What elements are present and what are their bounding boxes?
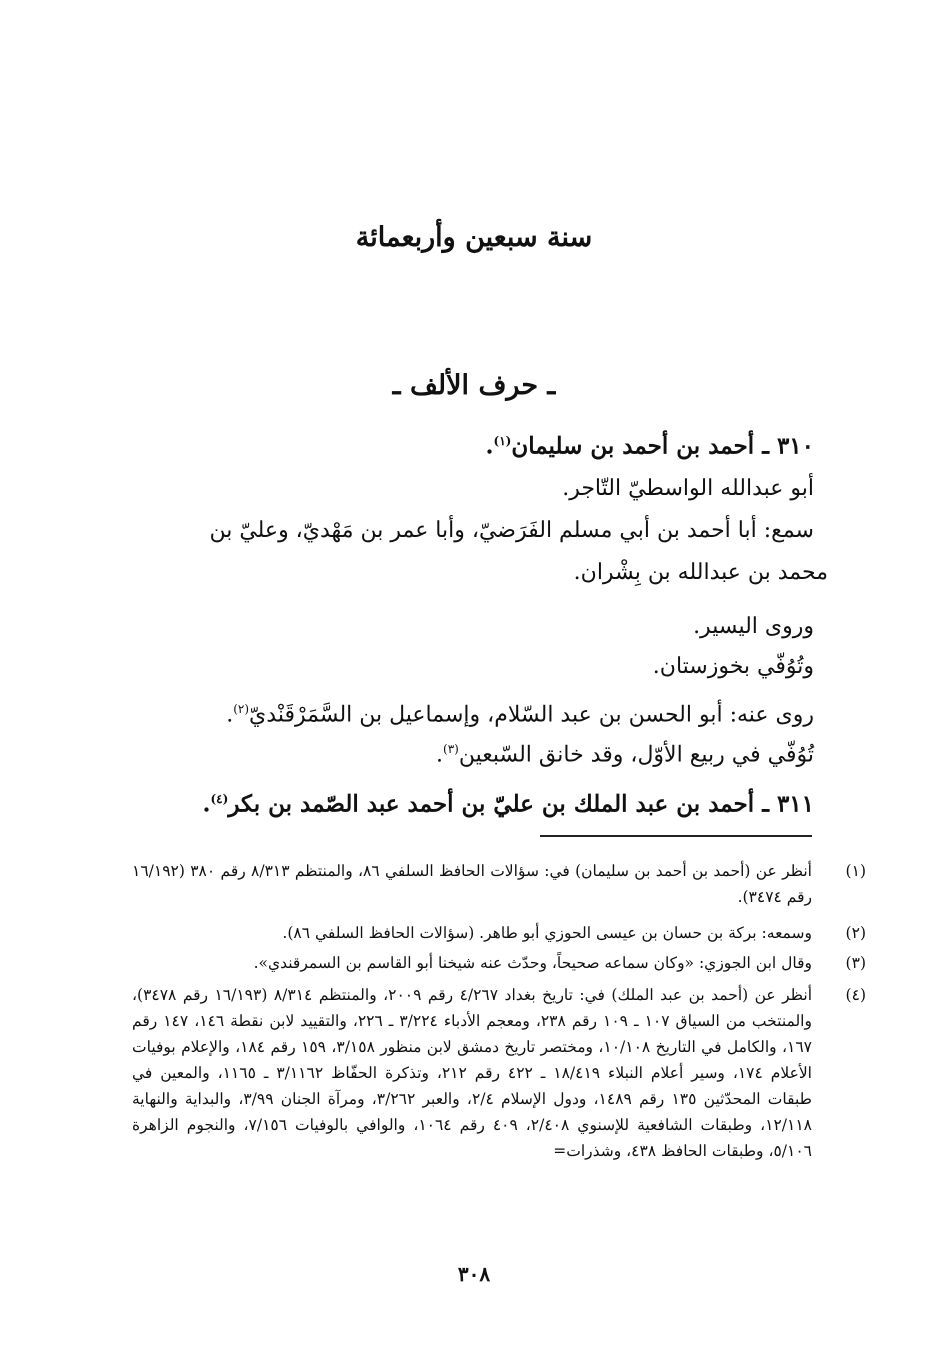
footnote-2-text: وسمعه: بركة بن حسان بن عيسى الحوزي أبو طاهر. (سؤالات الحافظ السلفي ٨٦). bbox=[282, 924, 812, 942]
footnote-2 bbox=[132, 920, 866, 946]
footnote-4-number: (٤) bbox=[845, 986, 866, 1004]
entry-310-number: ٣١٠ ـ bbox=[762, 432, 814, 460]
entry-311-end: . bbox=[202, 790, 211, 818]
subsection-title: ـ حرف الألف ـ bbox=[392, 370, 556, 401]
footnote-3-text: وقال ابن الجوزي: «وكان سماعه صحيحاً، وحدّث عنه شيخنا أبو القاسم بن السمرقندي». bbox=[253, 954, 812, 972]
footnote-divider bbox=[540, 835, 812, 837]
entry-310-narrated: وروى اليسير. bbox=[693, 614, 814, 639]
entry-310-heading bbox=[114, 424, 814, 464]
footnote-ref-2[interactable]: (٢) bbox=[233, 702, 250, 716]
entry-311-name: أحمد بن عبد الملك بن عليّ بن أحمد عبد الصّمد بن بكر bbox=[228, 790, 755, 818]
section-title: سنة سبعين وأربعمائة bbox=[355, 222, 593, 253]
footnote-1-text: أنظر عن (أحمد بن أحمد بن سليمان) في: سؤالات الحافظ السلفي ٨٦، والمنتظم ٨/٣١٣ رقم ٣٨٠ (١٦/١٩٢ رقم ٣٤٧٤). bbox=[132, 862, 812, 906]
page-number: ٣٠٨ bbox=[457, 1262, 491, 1286]
footnote-4 bbox=[132, 982, 866, 1164]
footnote-ref-3[interactable]: (٣) bbox=[443, 742, 459, 756]
entry-310-kunya: أبو عبدالله الواسطيّ التّاجر. bbox=[562, 476, 814, 501]
entry-310-narrators bbox=[114, 692, 814, 732]
entry-310-name: أحمد بن أحمد بن سليمان bbox=[511, 432, 755, 460]
entry-310-death-date-text: تُوُفّي في ربيع الأوّل، وقد خانق السّبعين bbox=[458, 742, 814, 768]
footnote-4-text: أنظر عن (أحمد بن عبد الملك) في: تاريخ بغداد ٤/٢٦٧ رقم ٢٠٠٩، والمنتظم ٨/٣١٤ (١٦/١٩٣ رقم ٣٤٧٨)، والمنتخب من السياق ١٠٧ ـ ١٠٩ رقم ٢٣٨، ومعجم الأدباء ٣/٢٢٤ ـ ٢٢٦، والتقييد لابن نقطة ١٤٦، ١٤٧ رقم ١٦٧، والكامل في التاريخ ١٠/١٠٨، ومختصر تاريخ دمشق لابن منظور ٣/١٥٨، ١٥٩ رقم ١٨٤، والإعلام بوفيات الأعلام ١٧٤، وسير أعلام النبلاء ١٨/٤١٩ ـ ٤٢٢ رقم ٢١٢، وتذكرة الحفّاظ ٣/١١٦٢ ـ ١١٦٥، والمعين في طبقات المحدّثين ١٣٥ رقم ١٤٨٩، ودول الإسلام ٢/٤، والعبر ٣/٢٦٢، ومرآة الجنان ٣/٩٩، والبداية والنهاية ١٢/١١٨، وطبقات الشافعية للإسنوي ٢/٤٠٨، ٤٠٩ رقم ١٠٦٤، والوافي بالوفيات ٧/١٥٦، والنجوم الزاهرة ٥/١٠٦، وطبقات الحافظ ٤٣٨، وشذرات= bbox=[132, 986, 812, 1160]
footnote-3-number: (٣) bbox=[845, 954, 866, 972]
entry-310-narrators-end: . bbox=[226, 702, 234, 728]
entry-310-death-place: وتُوُفّي بخوزستان. bbox=[652, 654, 814, 679]
footnote-2-number: (٢) bbox=[845, 924, 866, 942]
footnote-ref-4[interactable]: (٤) bbox=[210, 792, 229, 806]
entry-310-death-date-end: . bbox=[436, 742, 443, 768]
footnote-ref-1[interactable]: (١) bbox=[493, 434, 512, 448]
entry-310-narrators-text: روى عنه: أبو الحسن بن عبد السّلام، وإسماعيل بن السَّمَرْقَنْديّ bbox=[249, 702, 814, 728]
entry-310-death-date bbox=[114, 732, 814, 772]
footnote-1 bbox=[132, 858, 866, 910]
entry-310-heard-line-1: سمع: أبا أحمد بن أبي مسلم الفَرَضيّ، وأبا عمر بن مَهْديّ، وعليّ بن bbox=[209, 518, 814, 543]
entry-310-heard-line-2: محمد بن عبدالله بن بِشْران. bbox=[573, 560, 828, 585]
entry-310-end: . bbox=[485, 432, 494, 460]
entry-311-heading bbox=[114, 782, 814, 822]
footnote-3 bbox=[132, 950, 866, 976]
entry-311-number: ٣١١ ـ bbox=[762, 790, 814, 818]
footnote-1-number: (١) bbox=[845, 862, 866, 880]
